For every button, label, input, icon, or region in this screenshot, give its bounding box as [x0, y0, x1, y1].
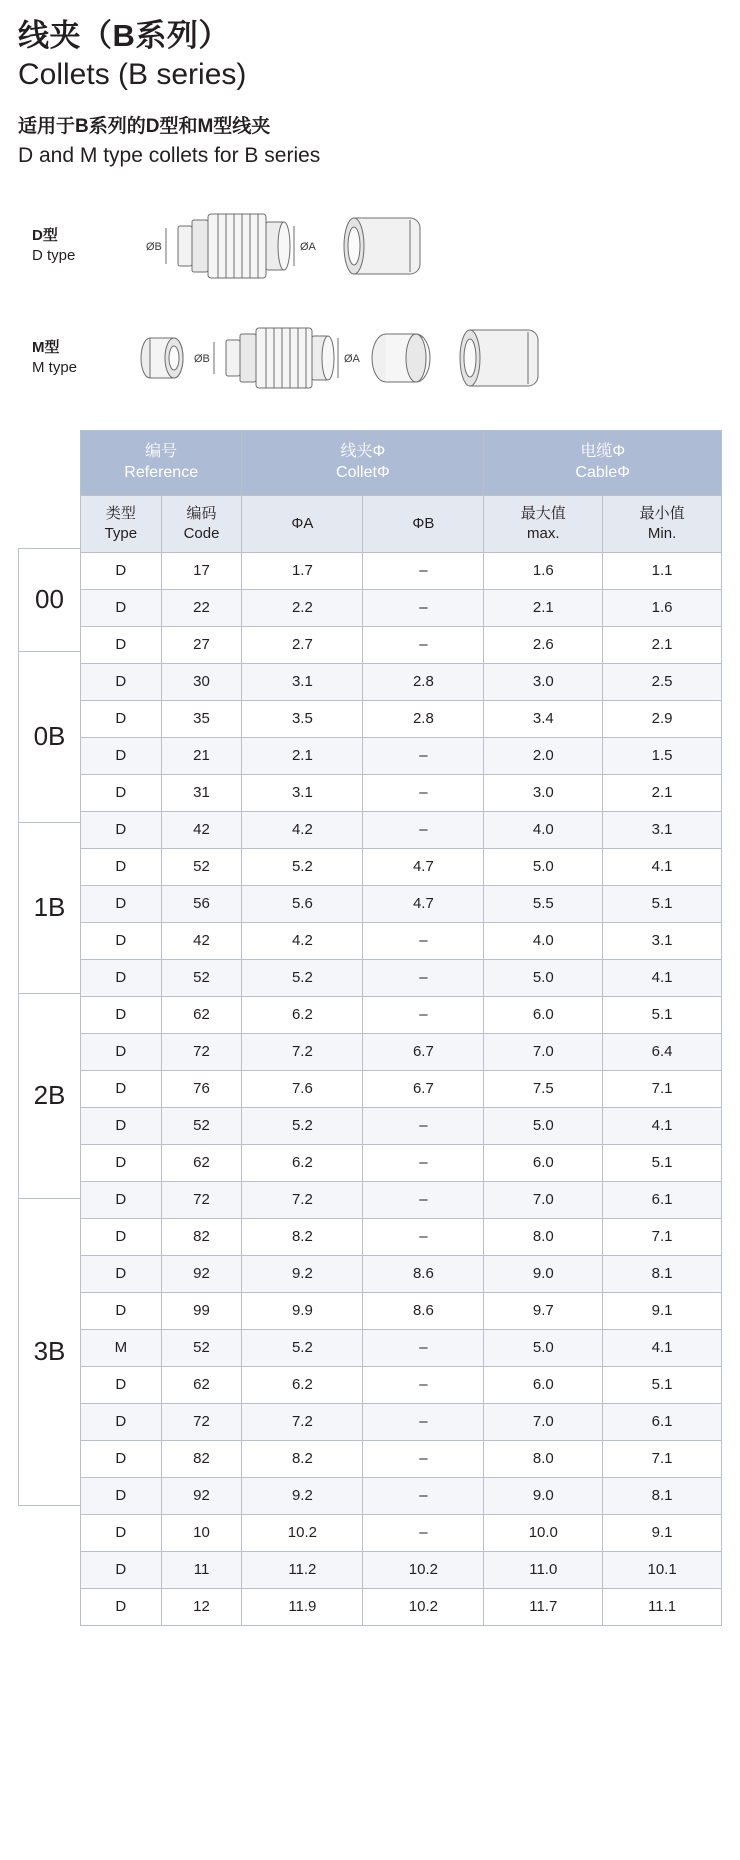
cell-cable-max: 9.0: [484, 1477, 603, 1514]
cell-code: 72: [161, 1033, 242, 1070]
cell-cable-max: 6.0: [484, 1144, 603, 1181]
cell-code: 52: [161, 1329, 242, 1366]
cell-code: 30: [161, 663, 242, 700]
header-group-reference: [81, 430, 242, 495]
cell-cable-min: 10.1: [603, 1551, 722, 1588]
cell-phi-b: –: [363, 959, 484, 996]
cell-cable-max: 5.0: [484, 959, 603, 996]
cell-cable-min: 5.1: [603, 1366, 722, 1403]
header-group-collet: [242, 430, 484, 495]
header-group-collet-en: ColletΦ: [336, 463, 390, 481]
page-title-en: Collets (B series): [18, 57, 247, 91]
cell-cable-min: 1.5: [603, 737, 722, 774]
series-group-1b: 1B: [18, 822, 80, 994]
figures-section: [18, 196, 722, 408]
cell-phi-a: 1.7: [242, 552, 363, 589]
cell-type: D: [81, 1218, 162, 1255]
table-row: [81, 1255, 722, 1292]
cell-cable-max: 4.0: [484, 811, 603, 848]
spec-table: [80, 430, 722, 1626]
cell-cable-min: 2.5: [603, 663, 722, 700]
cell-phi-b: –: [363, 774, 484, 811]
cell-phi-b: 8.6: [363, 1255, 484, 1292]
header-group-cable-cn: 电缆Φ: [580, 443, 626, 461]
table-row: [81, 1292, 722, 1329]
cell-code: 11: [161, 1551, 242, 1588]
header-col-max: [484, 495, 603, 552]
cell-type: D: [81, 885, 162, 922]
cell-type: D: [81, 552, 162, 589]
cell-phi-b: –: [363, 1514, 484, 1551]
cell-cable-min: 8.1: [603, 1477, 722, 1514]
cell-phi-b: –: [363, 1181, 484, 1218]
cell-type: D: [81, 1144, 162, 1181]
table-row: [81, 1440, 722, 1477]
cell-type: D: [81, 1366, 162, 1403]
page-subtitle-en: D and M type collets for B series: [18, 143, 321, 167]
header-col-code: [161, 495, 242, 552]
cell-phi-a: 2.2: [242, 589, 363, 626]
header-col-code-en: Code: [183, 524, 220, 542]
cell-phi-a: 3.5: [242, 700, 363, 737]
cell-type: D: [81, 1403, 162, 1440]
cell-code: 10: [161, 1514, 242, 1551]
header-col-max-cn: 最大值: [520, 505, 566, 523]
cell-code: 17: [161, 552, 242, 589]
cell-cable-min: 7.1: [603, 1218, 722, 1255]
cell-code: 31: [161, 774, 242, 811]
cell-code: 92: [161, 1477, 242, 1514]
cell-phi-b: –: [363, 1440, 484, 1477]
cell-cable-min: 8.1: [603, 1255, 722, 1292]
figure-row-m-type: [18, 308, 722, 408]
figure-art-d: [118, 196, 722, 296]
cell-phi-b: 6.7: [363, 1033, 484, 1070]
cell-cable-min: 5.1: [603, 885, 722, 922]
cell-phi-b: –: [363, 811, 484, 848]
cell-cable-max: 6.0: [484, 996, 603, 1033]
cell-cable-min: 4.1: [603, 848, 722, 885]
header-col-min-en: Min.: [647, 524, 677, 542]
table-row: [81, 885, 722, 922]
cell-cable-max: 1.6: [484, 552, 603, 589]
cell-phi-a: 3.1: [242, 663, 363, 700]
cell-cable-min: 6.1: [603, 1181, 722, 1218]
table-row: [81, 700, 722, 737]
figure-label-m-en: M type: [32, 358, 78, 376]
table-row: [81, 1366, 722, 1403]
cell-cable-min: 1.1: [603, 552, 722, 589]
table-row: [81, 1551, 722, 1588]
cell-code: 72: [161, 1181, 242, 1218]
cell-code: 22: [161, 589, 242, 626]
cell-cable-max: 8.0: [484, 1218, 603, 1255]
cell-phi-b: 6.7: [363, 1070, 484, 1107]
cell-phi-a: 4.2: [242, 922, 363, 959]
series-group-00: 00: [18, 548, 80, 652]
table-row: [81, 1070, 722, 1107]
d-type-drawing-svg: [118, 196, 638, 296]
cell-type: D: [81, 1477, 162, 1514]
cell-type: D: [81, 1255, 162, 1292]
cell-phi-b: 2.8: [363, 700, 484, 737]
cell-phi-a: 9.2: [242, 1477, 363, 1514]
cell-type: M: [81, 1329, 162, 1366]
cell-code: 21: [161, 737, 242, 774]
dimension-label-oa-d: ØA: [300, 240, 316, 253]
cell-type: D: [81, 589, 162, 626]
cell-type: D: [81, 774, 162, 811]
cell-code: 62: [161, 1366, 242, 1403]
table-row: [81, 626, 722, 663]
table-row: [81, 1181, 722, 1218]
cell-type: D: [81, 1181, 162, 1218]
cell-type: D: [81, 1292, 162, 1329]
cell-cable-min: 9.1: [603, 1514, 722, 1551]
cell-phi-b: –: [363, 1403, 484, 1440]
cell-cable-max: 3.0: [484, 774, 603, 811]
cell-code: 62: [161, 996, 242, 1033]
cell-code: 52: [161, 959, 242, 996]
cell-code: 42: [161, 811, 242, 848]
page-title-cn: 线夹（B系列）: [18, 18, 230, 53]
cell-code: 82: [161, 1218, 242, 1255]
header-col-phi-a-label: ΦA: [291, 515, 314, 533]
cell-cable-min: 7.1: [603, 1070, 722, 1107]
cell-phi-b: –: [363, 1477, 484, 1514]
cell-cable-max: 2.1: [484, 589, 603, 626]
cell-code: 42: [161, 922, 242, 959]
cell-cable-max: 4.0: [484, 922, 603, 959]
cell-cable-max: 8.0: [484, 1440, 603, 1477]
cell-phi-a: 8.2: [242, 1440, 363, 1477]
cell-code: 56: [161, 885, 242, 922]
table-row: [81, 552, 722, 589]
cell-phi-a: 8.2: [242, 1218, 363, 1255]
cell-type: D: [81, 1514, 162, 1551]
cell-cable-min: 7.1: [603, 1440, 722, 1477]
cell-cable-max: 11.0: [484, 1551, 603, 1588]
cell-cable-max: 11.7: [484, 1588, 603, 1625]
header-col-phi-b: [363, 495, 484, 552]
header-col-max-en: max.: [527, 524, 560, 542]
cell-phi-b: 2.8: [363, 663, 484, 700]
table-row: [81, 663, 722, 700]
dimension-label-oa-m: ØA: [344, 352, 360, 365]
cell-type: D: [81, 626, 162, 663]
cell-phi-a: 9.2: [242, 1255, 363, 1292]
cell-type: D: [81, 700, 162, 737]
cell-phi-b: 10.2: [363, 1588, 484, 1625]
subtitle-block: [18, 114, 722, 170]
series-group-2b: 2B: [18, 993, 80, 1199]
cell-cable-min: 2.1: [603, 774, 722, 811]
spec-table-wrap: [18, 430, 722, 1626]
series-group-column: [18, 430, 80, 1626]
cell-cable-max: 9.7: [484, 1292, 603, 1329]
cell-cable-max: 3.0: [484, 663, 603, 700]
header-col-phi-b-label: ΦB: [412, 515, 435, 533]
cell-type: D: [81, 1440, 162, 1477]
cell-phi-a: 5.2: [242, 959, 363, 996]
cell-phi-b: –: [363, 996, 484, 1033]
cell-cable-min: 1.6: [603, 589, 722, 626]
cell-code: 62: [161, 1144, 242, 1181]
header-group-cable: [484, 430, 722, 495]
figure-art-m: [118, 308, 722, 408]
cell-phi-a: 5.2: [242, 1107, 363, 1144]
cell-type: D: [81, 1070, 162, 1107]
figure-row-d-type: [18, 196, 722, 296]
figure-label-d-cn: D型: [32, 226, 58, 244]
cell-type: D: [81, 959, 162, 996]
cell-phi-a: 2.7: [242, 626, 363, 663]
figure-label-m: [18, 338, 118, 379]
cell-phi-b: –: [363, 737, 484, 774]
cell-phi-a: 7.6: [242, 1070, 363, 1107]
header-group-reference-cn: 编号: [145, 443, 178, 461]
table-row: [81, 959, 722, 996]
header-col-type-en: Type: [104, 524, 138, 542]
figure-label-d: [18, 226, 118, 267]
header-col-phi-a: [242, 495, 363, 552]
table-row: [81, 1329, 722, 1366]
cell-cable-min: 2.1: [603, 626, 722, 663]
cell-phi-a: 7.2: [242, 1403, 363, 1440]
table-row: [81, 1403, 722, 1440]
cell-cable-max: 5.0: [484, 848, 603, 885]
table-header-columns: [81, 495, 722, 552]
cell-cable-max: 2.6: [484, 626, 603, 663]
cell-phi-a: 11.2: [242, 1551, 363, 1588]
cell-cable-max: 3.4: [484, 700, 603, 737]
cell-type: D: [81, 811, 162, 848]
cell-type: D: [81, 922, 162, 959]
cell-phi-b: –: [363, 552, 484, 589]
cell-phi-a: 4.2: [242, 811, 363, 848]
cell-phi-a: 5.6: [242, 885, 363, 922]
cell-code: 27: [161, 626, 242, 663]
cell-type: D: [81, 1033, 162, 1070]
cell-phi-b: –: [363, 1329, 484, 1366]
cell-code: 82: [161, 1440, 242, 1477]
table-row: [81, 589, 722, 626]
series-group-0b: 0B: [18, 651, 80, 823]
cell-phi-b: –: [363, 922, 484, 959]
cell-phi-a: 11.9: [242, 1588, 363, 1625]
cell-cable-max: 6.0: [484, 1366, 603, 1403]
table-row: [81, 774, 722, 811]
cell-phi-b: –: [363, 1107, 484, 1144]
cell-phi-b: –: [363, 626, 484, 663]
cell-type: D: [81, 996, 162, 1033]
figure-label-d-en: D type: [32, 246, 76, 264]
cell-phi-a: 2.1: [242, 737, 363, 774]
cell-phi-a: 5.2: [242, 848, 363, 885]
cell-cable-max: 5.5: [484, 885, 603, 922]
cell-code: 76: [161, 1070, 242, 1107]
cell-cable-min: 3.1: [603, 922, 722, 959]
cell-cable-max: 7.0: [484, 1403, 603, 1440]
header-group-cable-en: CableΦ: [575, 463, 630, 481]
header-col-min: [603, 495, 722, 552]
cell-cable-min: 5.1: [603, 1144, 722, 1181]
cell-phi-a: 6.2: [242, 996, 363, 1033]
table-row: [81, 1514, 722, 1551]
cell-cable-max: 9.0: [484, 1255, 603, 1292]
cell-cable-min: 3.1: [603, 811, 722, 848]
cell-phi-a: 9.9: [242, 1292, 363, 1329]
cell-cable-max: 5.0: [484, 1107, 603, 1144]
cell-phi-b: 10.2: [363, 1551, 484, 1588]
cell-cable-min: 6.4: [603, 1033, 722, 1070]
table-row: [81, 1107, 722, 1144]
cell-type: D: [81, 1588, 162, 1625]
m-type-drawing-svg: [118, 308, 638, 408]
series-group-3b: 3B: [18, 1198, 80, 1506]
cell-cable-min: 6.1: [603, 1403, 722, 1440]
dimension-label-ob-m: ØB: [194, 352, 210, 365]
cell-cable-max: 7.0: [484, 1181, 603, 1218]
table-row: [81, 1144, 722, 1181]
table-row: [81, 1477, 722, 1514]
cell-cable-max: 2.0: [484, 737, 603, 774]
cell-phi-b: –: [363, 1144, 484, 1181]
cell-type: D: [81, 737, 162, 774]
cell-phi-b: 4.7: [363, 848, 484, 885]
table-row: [81, 811, 722, 848]
cell-cable-min: 4.1: [603, 1329, 722, 1366]
dimension-label-ob-d: ØB: [146, 240, 162, 253]
cell-code: 12: [161, 1588, 242, 1625]
cell-cable-max: 5.0: [484, 1329, 603, 1366]
cell-cable-max: 7.5: [484, 1070, 603, 1107]
cell-code: 92: [161, 1255, 242, 1292]
table-row: [81, 996, 722, 1033]
cell-phi-b: 8.6: [363, 1292, 484, 1329]
table-row: [81, 1218, 722, 1255]
table-row: [81, 848, 722, 885]
cell-phi-a: 7.2: [242, 1181, 363, 1218]
cell-cable-max: 7.0: [484, 1033, 603, 1070]
cell-cable-min: 2.9: [603, 700, 722, 737]
cell-code: 52: [161, 1107, 242, 1144]
cell-cable-min: 9.1: [603, 1292, 722, 1329]
header-col-type: [81, 495, 162, 552]
cell-phi-b: –: [363, 1218, 484, 1255]
cell-type: D: [81, 1107, 162, 1144]
cell-cable-max: 10.0: [484, 1514, 603, 1551]
table-header-groups: [81, 430, 722, 495]
header-group-collet-cn: 线夹Φ: [340, 443, 386, 461]
table-row: [81, 1588, 722, 1625]
page-subtitle-cn: 适用于B系列的D型和M型线夹: [18, 115, 271, 137]
cell-code: 35: [161, 700, 242, 737]
cell-code: 99: [161, 1292, 242, 1329]
cell-cable-min: 4.1: [603, 959, 722, 996]
cell-cable-min: 5.1: [603, 996, 722, 1033]
cell-phi-a: 6.2: [242, 1366, 363, 1403]
cell-cable-min: 11.1: [603, 1588, 722, 1625]
header-col-min-cn: 最小值: [639, 505, 685, 523]
cell-phi-a: 7.2: [242, 1033, 363, 1070]
cell-type: D: [81, 663, 162, 700]
cell-phi-b: –: [363, 589, 484, 626]
cell-type: D: [81, 848, 162, 885]
cell-phi-a: 6.2: [242, 1144, 363, 1181]
header-col-code-cn: 编码: [186, 505, 217, 523]
spec-table-body: [81, 552, 722, 1625]
figure-label-m-cn: M型: [32, 338, 60, 356]
table-row: [81, 922, 722, 959]
table-row: [81, 1033, 722, 1070]
header-group-reference-en: Reference: [124, 463, 199, 481]
cell-code: 72: [161, 1403, 242, 1440]
cell-code: 52: [161, 848, 242, 885]
table-row: [81, 737, 722, 774]
cell-type: D: [81, 1551, 162, 1588]
cell-cable-min: 4.1: [603, 1107, 722, 1144]
cell-phi-a: 10.2: [242, 1514, 363, 1551]
title-block: [18, 0, 722, 92]
cell-phi-b: –: [363, 1366, 484, 1403]
cell-phi-a: 5.2: [242, 1329, 363, 1366]
cell-phi-a: 3.1: [242, 774, 363, 811]
cell-phi-b: 4.7: [363, 885, 484, 922]
header-col-type-cn: 类型: [105, 505, 136, 523]
